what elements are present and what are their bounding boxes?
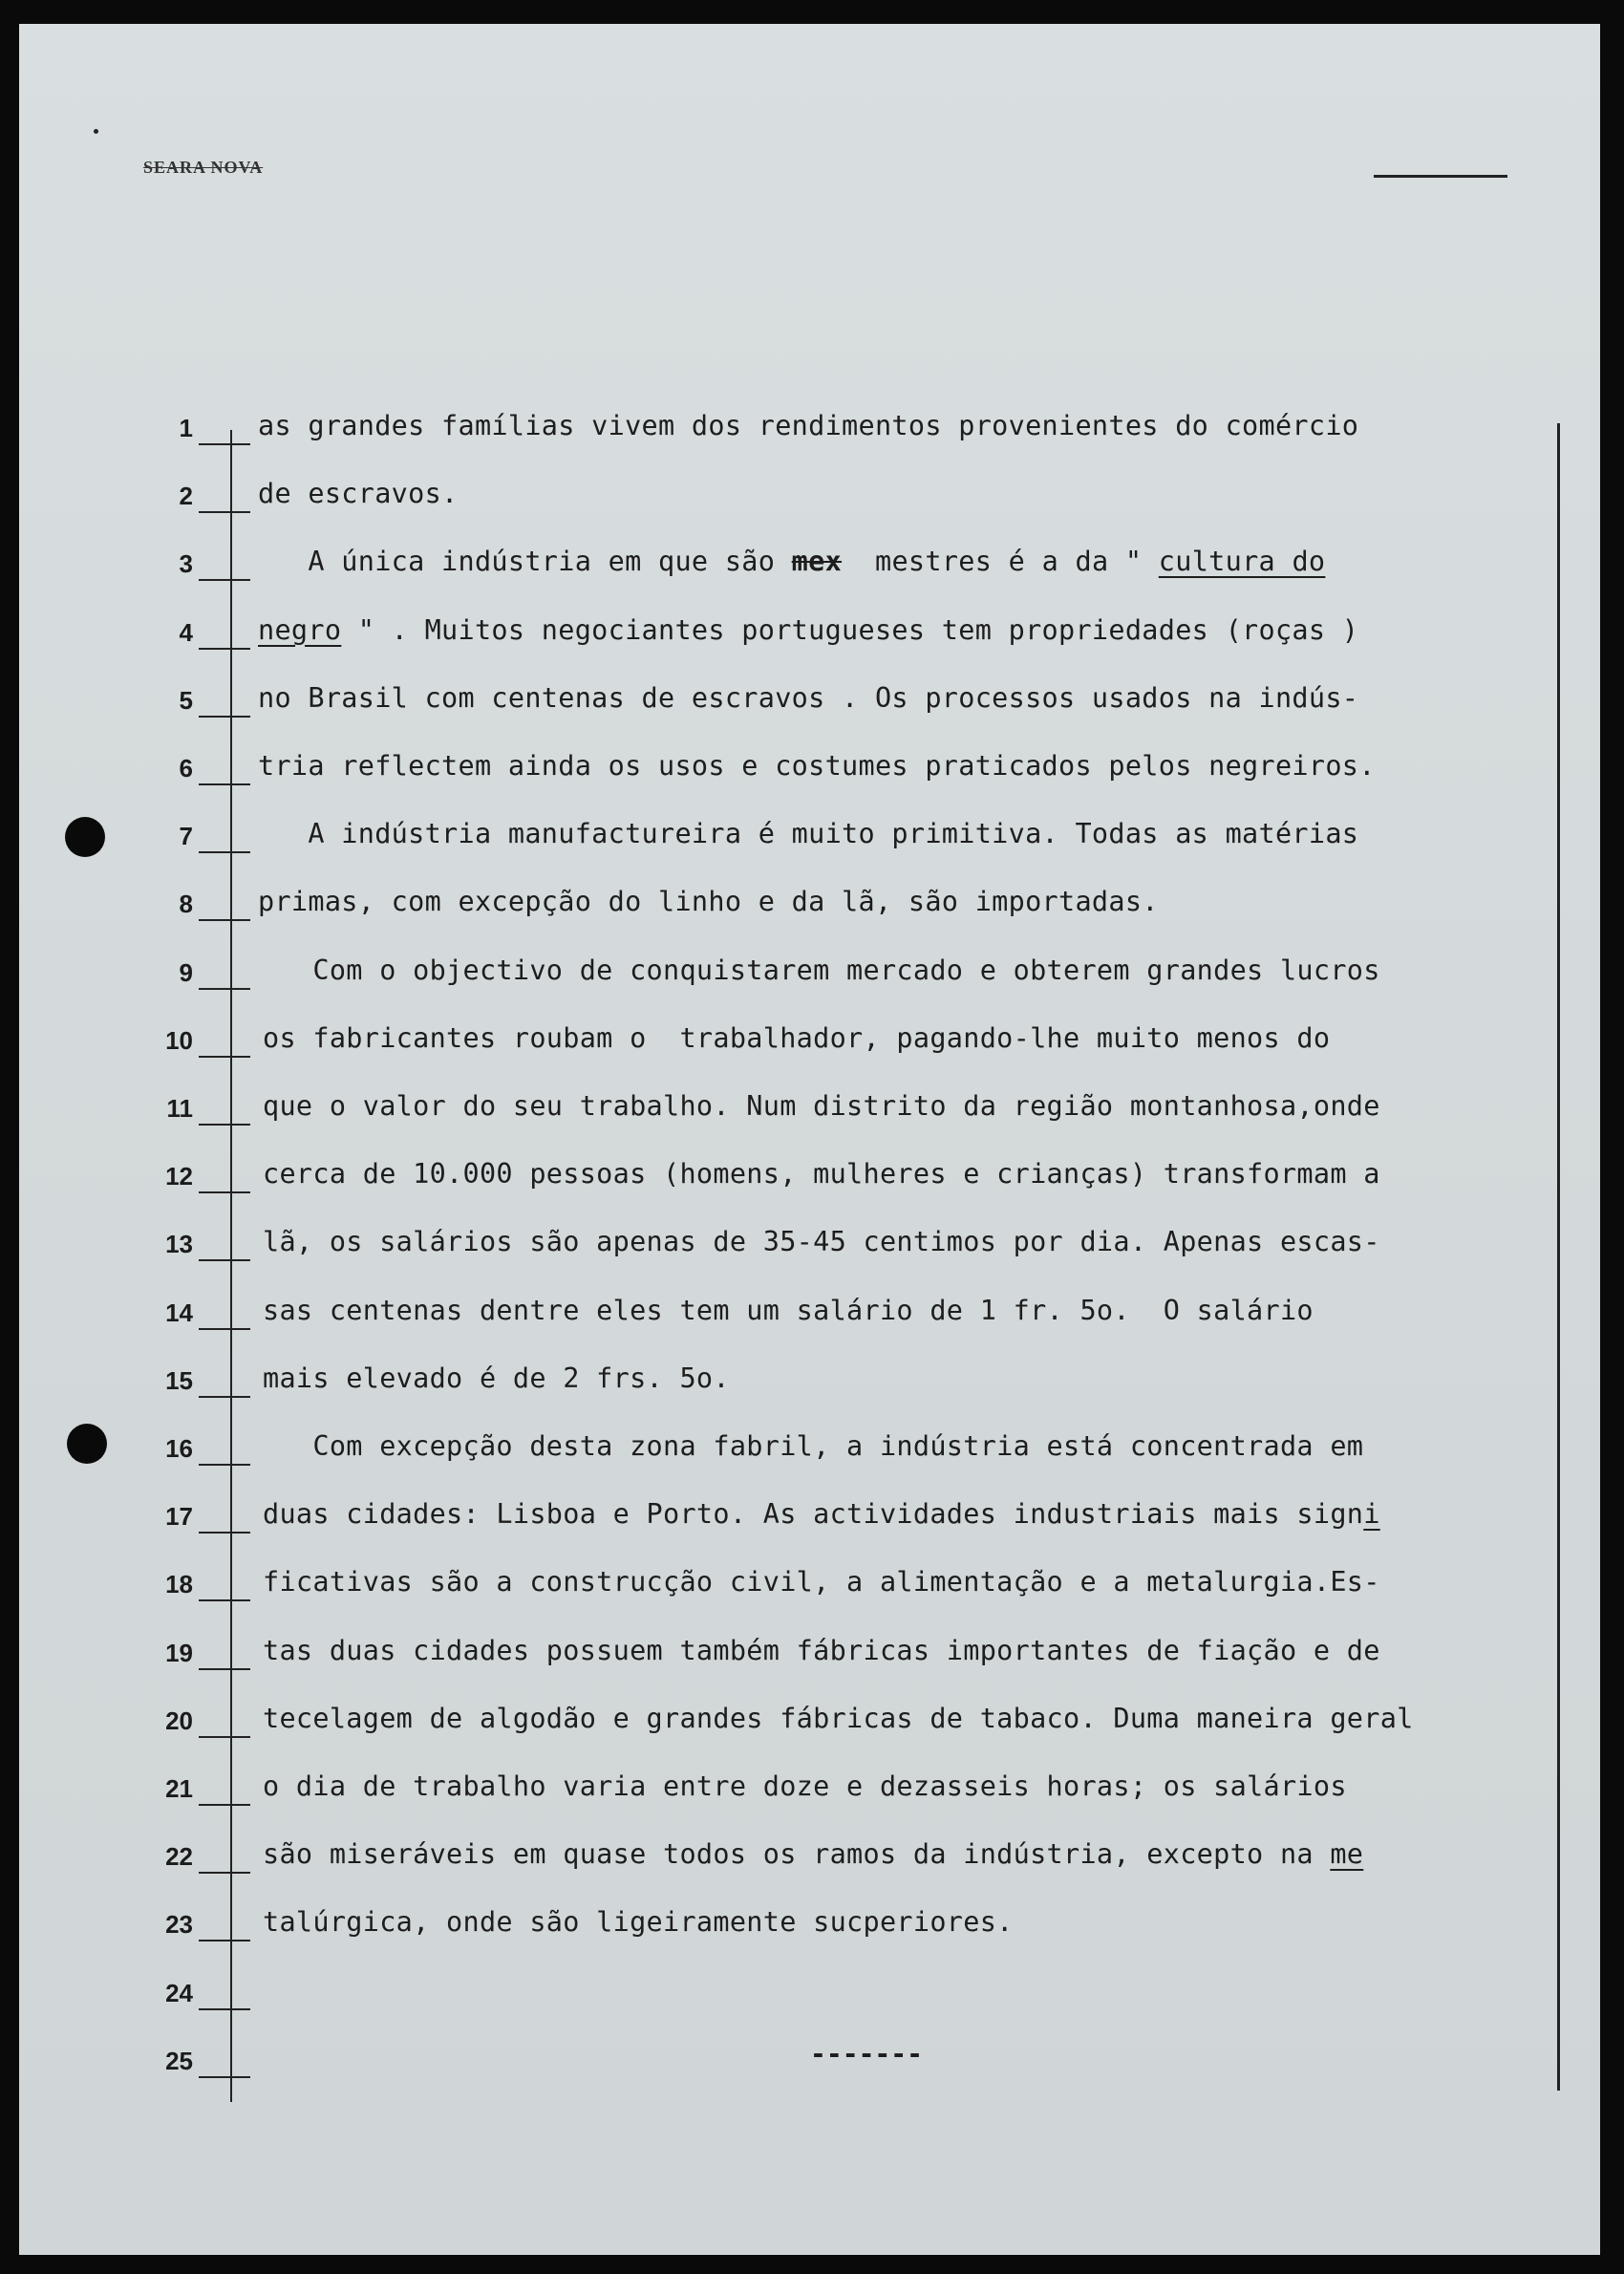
typed-line-mid: mestres é a da " — [842, 546, 1159, 578]
line-number: 1 — [179, 414, 193, 442]
typed-line — [263, 1770, 1347, 1802]
typed-line — [263, 1430, 1363, 1462]
typed-line — [263, 1158, 1380, 1190]
typed-line — [263, 1635, 1380, 1666]
typed-line — [263, 1295, 1314, 1326]
typed-line — [263, 1090, 1380, 1122]
line-tick — [199, 1804, 250, 1806]
typed-line-u: me — [1330, 1838, 1364, 1871]
typed-line-u: i — [1363, 1498, 1380, 1531]
typed-line-text: Com excepção desta zona fabril, a indústria está concentrada em — [263, 1430, 1364, 1462]
header-stamp: SEARA NOVA — [143, 158, 264, 177]
typed-line-text: cerca de 10.000 pessoas (homens, mulheres e crianças) transformam a — [263, 1158, 1380, 1191]
typed-line — [258, 682, 1358, 714]
typed-line-pre: A única indústria em que são — [258, 546, 792, 578]
typed-line — [263, 955, 1380, 986]
typed-line — [258, 478, 459, 509]
line-tick — [199, 1259, 250, 1261]
document-page — [19, 24, 1600, 2255]
line-number: 15 — [165, 1365, 193, 1395]
closing-rule: ------- — [810, 2038, 924, 2070]
line-tick — [199, 1532, 250, 1534]
line-tick — [199, 919, 250, 921]
line-tick — [199, 783, 250, 785]
typed-line-text: primas, com excepção do linho e da lã, são importadas. — [258, 886, 1159, 918]
typed-line — [263, 1022, 1330, 1054]
line-tick — [199, 443, 250, 445]
typed-line — [263, 1362, 730, 1394]
typed-line-text: ficativas são a construcção civil, a alimentação e a metalurgia.Es- — [263, 1566, 1380, 1598]
typed-line-u: cultura do — [1158, 546, 1326, 578]
line-tick — [199, 1599, 250, 1601]
typed-line-text: de escravos. — [258, 478, 459, 510]
typed-line-text: as grandes famílias vivem dos rendimentos provenientes do comércio — [258, 410, 1359, 441]
line-number: 8 — [179, 890, 193, 919]
line-tick — [199, 1668, 250, 1670]
typed-line-text: talúrgica, onde são ligeiramente sucperiores. — [263, 1906, 1014, 1939]
line-tick — [199, 1328, 250, 1330]
line-number: 5 — [179, 685, 193, 715]
line-number: 25 — [165, 2046, 193, 2075]
line-number: 21 — [165, 1774, 193, 1803]
line-tick — [199, 2008, 250, 2010]
line-number: 24 — [165, 1978, 193, 2007]
line-number: 22 — [165, 1842, 193, 1872]
typed-line-text: lã, os salários são apenas de 35-45 centimos por dia. Apenas escas- — [263, 1226, 1380, 1258]
typed-line — [263, 1838, 1363, 1870]
line-number: 20 — [165, 1706, 193, 1735]
line-tick — [199, 1396, 250, 1398]
line-number: 7 — [179, 822, 193, 851]
line-tick — [199, 988, 250, 990]
typed-line-post: " . Muitos negociantes portugueses tem propriedades (roças ) — [341, 613, 1359, 646]
line-tick — [199, 1464, 250, 1466]
typed-line — [258, 614, 1358, 646]
typed-line-text: tas duas cidades possuem também fábricas importantes de fiação e de — [263, 1634, 1380, 1666]
line-tick — [199, 1124, 250, 1126]
typed-line-strike: mex — [791, 546, 843, 578]
punch-hole-bottom — [67, 1424, 107, 1464]
line-tick — [199, 1056, 250, 1058]
typed-line — [263, 1226, 1380, 1257]
line-number: 14 — [165, 1298, 193, 1327]
line-number: 19 — [165, 1638, 193, 1667]
typed-line-text: no Brasil com centenas de escravos . Os processos usados na indús- — [258, 681, 1359, 714]
line-number: 16 — [165, 1434, 193, 1463]
line-number: 10 — [165, 1025, 193, 1055]
line-number: 3 — [179, 549, 193, 579]
typed-line — [263, 1566, 1380, 1598]
typed-line-pre: duas cidades: Lisboa e Porto. As actividades industriais mais sign — [263, 1498, 1364, 1531]
typed-line — [258, 750, 1376, 782]
typed-line — [263, 1703, 1414, 1734]
line-number: 13 — [165, 1230, 193, 1259]
line-number: 23 — [165, 1910, 193, 1940]
typed-line — [263, 1906, 1014, 1938]
typed-line-text: tecelagem de algodão e grandes fábricas de tabaco. Duma maneira geral — [263, 1702, 1414, 1734]
typed-line-pre: são miseráveis em quase todos os ramos da indústria, excepto na — [263, 1838, 1331, 1871]
typed-line — [258, 886, 1159, 917]
typed-line-text: tria reflectem ainda os usos e costumes praticados pelos negreiros. — [258, 750, 1376, 782]
line-number: 17 — [165, 1502, 193, 1532]
line-number: 18 — [165, 1570, 193, 1599]
punch-hole-top — [65, 817, 105, 857]
line-number: 6 — [179, 754, 193, 783]
typed-line-text: Com o objectivo de conquistarem mercado e obterem grandes lucros — [263, 954, 1380, 986]
line-tick — [199, 2076, 250, 2078]
typed-line-text: os fabricantes roubam o trabalhador, pagando-lhe muito menos do — [263, 1021, 1331, 1054]
line-number: 11 — [166, 1094, 193, 1123]
line-tick — [199, 648, 250, 650]
line-number: 4 — [179, 617, 193, 647]
line-tick — [199, 1872, 250, 1874]
line-tick — [199, 1940, 250, 1941]
line-tick — [199, 1191, 250, 1193]
typed-line-text: A indústria manufactureira é muito primitiva. Todas as matérias — [258, 818, 1359, 850]
line-number: 9 — [179, 957, 193, 987]
line-tick — [199, 511, 250, 513]
typed-line-text: o dia de trabalho varia entre doze e dezasseis horas; os salários — [263, 1770, 1347, 1802]
line-number: 2 — [179, 482, 193, 511]
typed-line — [263, 1498, 1380, 1530]
line-tick — [199, 1736, 250, 1738]
line-number: 12 — [165, 1162, 193, 1191]
typed-line — [258, 410, 1358, 441]
line-tick — [199, 716, 250, 718]
typed-line — [258, 546, 1325, 577]
line-tick — [199, 579, 250, 581]
typed-line — [258, 818, 1358, 849]
typed-line-u: negro — [258, 613, 342, 646]
margin-rule-left — [230, 430, 232, 2102]
line-tick — [199, 851, 250, 853]
typed-line-text: sas centenas dentre eles tem um salário de 1 fr. 5o. O salário — [263, 1294, 1314, 1326]
typed-line-text: mais elevado é de 2 frs. 5o. — [263, 1362, 730, 1394]
header-rule — [1374, 175, 1507, 178]
margin-rule-right — [1557, 423, 1560, 2091]
ink-dot — [94, 129, 98, 134]
typed-line-text: que o valor do seu trabalho. Num distrito da região montanhosa,onde — [263, 1090, 1380, 1122]
